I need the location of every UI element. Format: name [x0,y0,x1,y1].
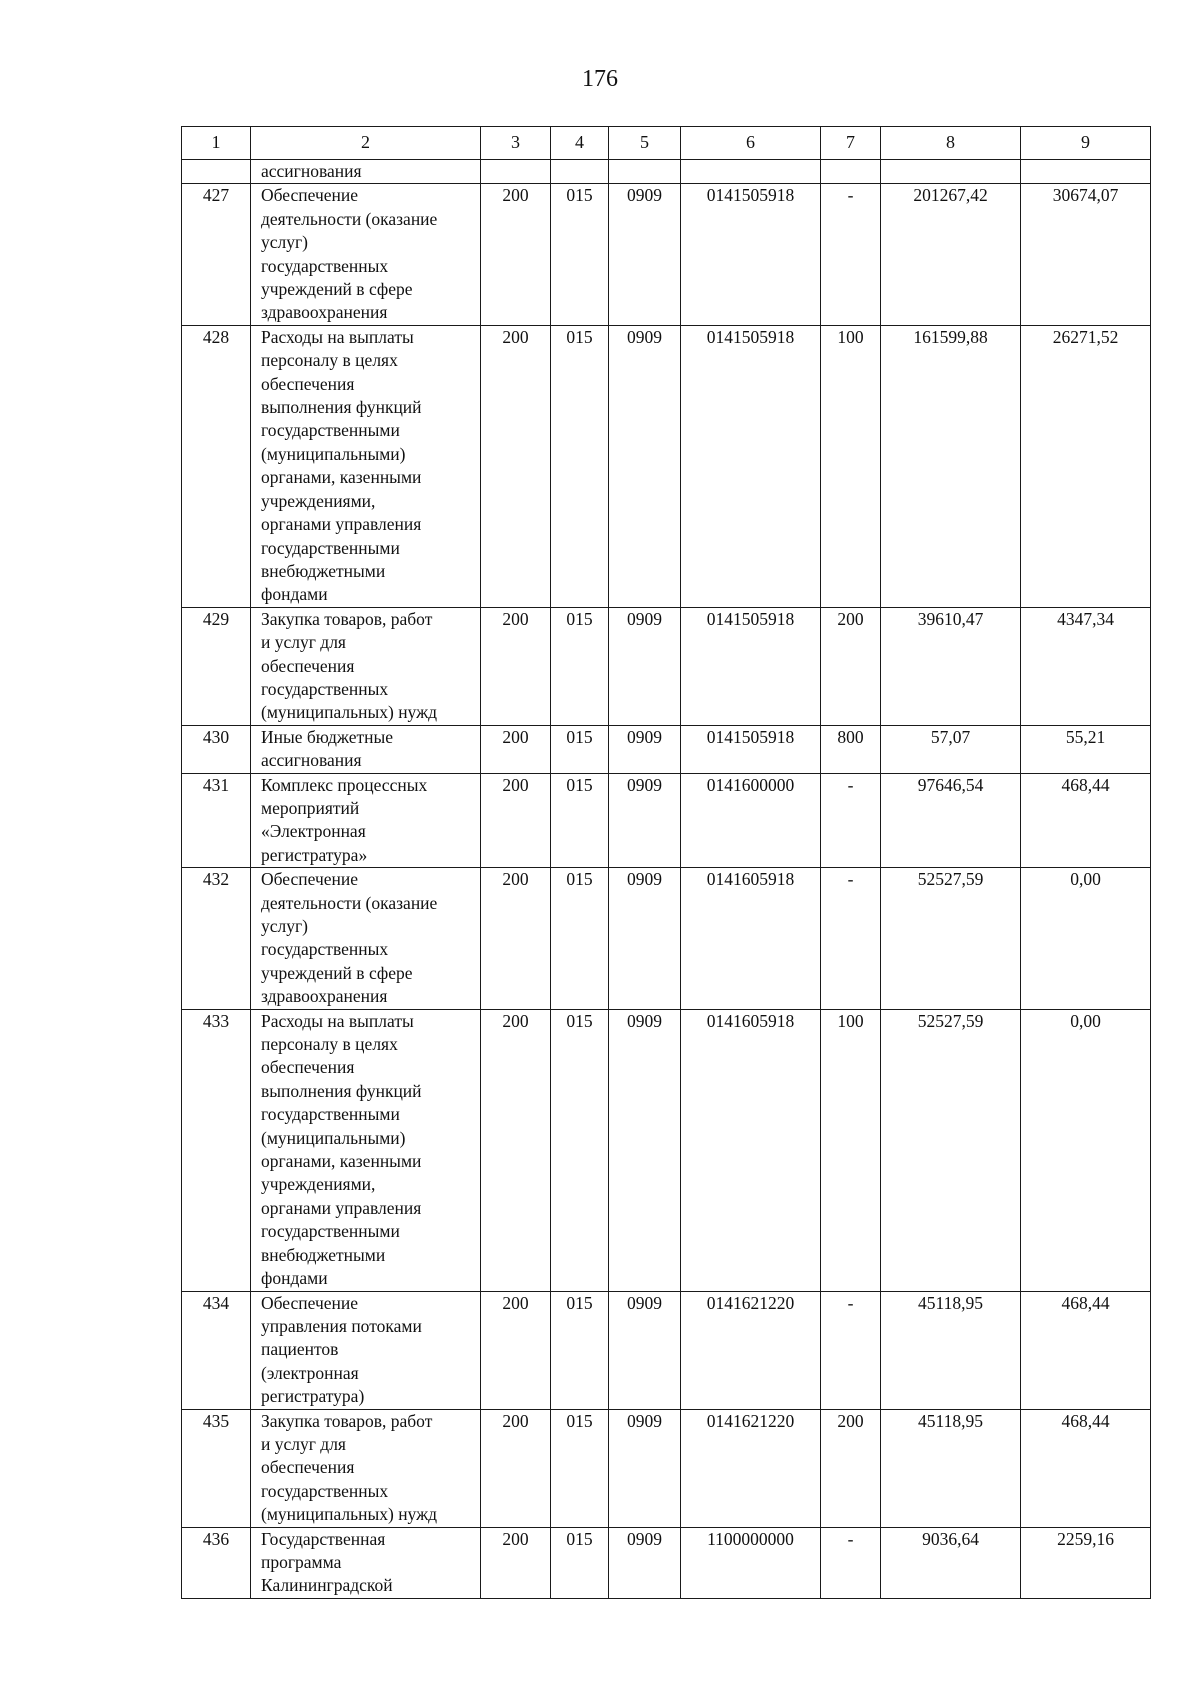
table-row [182,1291,1151,1409]
cell-col-6: 0141505918 [681,607,821,725]
cell-col-9: 2259,16 [1021,1527,1151,1598]
cell-col-6: 0141621220 [681,1409,821,1527]
cell-col-7: - [821,1291,881,1409]
cell-col-6: 0141505918 [681,725,821,773]
cell-col-7: 200 [821,1409,881,1527]
cell-col-3: 200 [481,725,551,773]
cell-col-8: 52527,59 [881,1009,1021,1291]
cell-col-9: 468,44 [1021,1291,1151,1409]
cell-col-5: 0909 [609,1009,681,1291]
cell-col-5: 0909 [609,1409,681,1527]
cell-col-4: 015 [551,325,609,607]
cell-col-8: 45118,95 [881,1291,1021,1409]
cell-col-8: 161599,88 [881,325,1021,607]
header-cell-1: 1 [182,127,251,160]
continuation-text: ассигнования [251,160,481,184]
row-name: Закупка товаров, работ и услуг для обеспечения государственных (муниципальных) нужд [251,607,481,725]
table-row [182,725,1151,773]
cell-col-4: 015 [551,607,609,725]
cell-col-4: 015 [551,773,609,868]
cell-col-5: 0909 [609,868,681,1009]
header-cell-7: 7 [821,127,881,160]
cell-col-9: 0,00 [1021,1009,1151,1291]
row-name: Иные бюджетные ассигнования [251,725,481,773]
cell-col-4: 015 [551,1291,609,1409]
cell-col-8: 9036,64 [881,1527,1021,1598]
row-name: Государственная программа Калининградской [251,1527,481,1598]
row-name: Расходы на выплаты персоналу в целях обеспечения выполнения функций государственными (муниципальными) органами, казенными учреждениями, органами управления государственными внебюджетными фондами [251,325,481,607]
table-row [182,325,1151,607]
row-name: Обеспечение деятельности (оказание услуг) государственных учреждений в сфере здравоохранения [251,868,481,1009]
continuation-empty-cell [1021,160,1151,184]
row-name: Обеспечение деятельности (оказание услуг) государственных учреждений в сфере здравоохранения [251,184,481,325]
cell-col-3: 200 [481,607,551,725]
table-row [182,1409,1151,1527]
cell-col-3: 200 [481,773,551,868]
row-name: Обеспечение управления потоками пациентов (электронная регистратура) [251,1291,481,1409]
cell-col-4: 015 [551,1527,609,1598]
cell-col-7: 200 [821,607,881,725]
table-header-row [182,127,1151,160]
cell-col-8: 57,07 [881,725,1021,773]
header-cell-6: 6 [681,127,821,160]
cell-col-4: 015 [551,725,609,773]
cell-col-8: 52527,59 [881,868,1021,1009]
cell-col-7: 100 [821,325,881,607]
cell-col-4: 015 [551,1409,609,1527]
cell-col-3: 200 [481,325,551,607]
header-cell-5: 5 [609,127,681,160]
table-row [182,607,1151,725]
cell-col-7: - [821,1527,881,1598]
cell-col-6: 0141605918 [681,868,821,1009]
cell-col-9: 55,21 [1021,725,1151,773]
header-cell-3: 3 [481,127,551,160]
table-row [182,1527,1151,1598]
cell-col-3: 200 [481,868,551,1009]
cell-col-9: 4347,34 [1021,607,1151,725]
header-cell-2: 2 [251,127,481,160]
continuation-empty-cell [182,160,251,184]
cell-col-3: 200 [481,1291,551,1409]
header-cell-8: 8 [881,127,1021,160]
cell-col-7: - [821,868,881,1009]
cell-col-5: 0909 [609,773,681,868]
cell-col-7: 800 [821,725,881,773]
row-number: 433 [182,1009,251,1291]
table-row [182,1009,1151,1291]
header-cell-4: 4 [551,127,609,160]
cell-col-7: - [821,184,881,325]
row-name: Расходы на выплаты персоналу в целях обеспечения выполнения функций государственными (муниципальными) органами, казенными учреждениями, органами управления государственными внебюджетными фондами [251,1009,481,1291]
continuation-empty-cell [681,160,821,184]
cell-col-4: 015 [551,1009,609,1291]
cell-col-8: 97646,54 [881,773,1021,868]
row-number: 432 [182,868,251,1009]
row-number: 431 [182,773,251,868]
cell-col-3: 200 [481,1527,551,1598]
table-row [182,773,1151,868]
cell-col-6: 1100000000 [681,1527,821,1598]
continuation-empty-cell [481,160,551,184]
cell-col-8: 201267,42 [881,184,1021,325]
continuation-empty-cell [881,160,1021,184]
continuation-row [182,160,1151,184]
page-number: 176 [582,66,618,92]
continuation-empty-cell [551,160,609,184]
cell-col-6: 0141505918 [681,325,821,607]
table-row [182,184,1151,325]
row-number: 427 [182,184,251,325]
cell-col-6: 0141621220 [681,1291,821,1409]
header-cell-9: 9 [1021,127,1151,160]
cell-col-4: 015 [551,868,609,1009]
cell-col-5: 0909 [609,607,681,725]
cell-col-6: 0141605918 [681,1009,821,1291]
row-name: Комплекс процессных мероприятий «Электронная регистратура» [251,773,481,868]
cell-col-5: 0909 [609,1291,681,1409]
row-number: 429 [182,607,251,725]
cell-col-3: 200 [481,1009,551,1291]
continuation-empty-cell [821,160,881,184]
cell-col-9: 468,44 [1021,1409,1151,1527]
cell-col-5: 0909 [609,325,681,607]
cell-col-5: 0909 [609,1527,681,1598]
cell-col-5: 0909 [609,725,681,773]
cell-col-9: 26271,52 [1021,325,1151,607]
cell-col-5: 0909 [609,184,681,325]
cell-col-4: 015 [551,184,609,325]
cell-col-8: 39610,47 [881,607,1021,725]
row-number: 435 [182,1409,251,1527]
cell-col-7: 100 [821,1009,881,1291]
cell-col-9: 468,44 [1021,773,1151,868]
cell-col-3: 200 [481,184,551,325]
cell-col-6: 0141600000 [681,773,821,868]
row-number: 428 [182,325,251,607]
row-name: Закупка товаров, работ и услуг для обеспечения государственных (муниципальных) нужд [251,1409,481,1527]
row-number: 434 [182,1291,251,1409]
cell-col-6: 0141505918 [681,184,821,325]
row-number: 436 [182,1527,251,1598]
cell-col-8: 45118,95 [881,1409,1021,1527]
row-number: 430 [182,725,251,773]
table-row [182,868,1151,1009]
cell-col-3: 200 [481,1409,551,1527]
budget-table [181,126,1151,1599]
cell-col-9: 0,00 [1021,868,1151,1009]
cell-col-7: - [821,773,881,868]
continuation-empty-cell [609,160,681,184]
cell-col-9: 30674,07 [1021,184,1151,325]
